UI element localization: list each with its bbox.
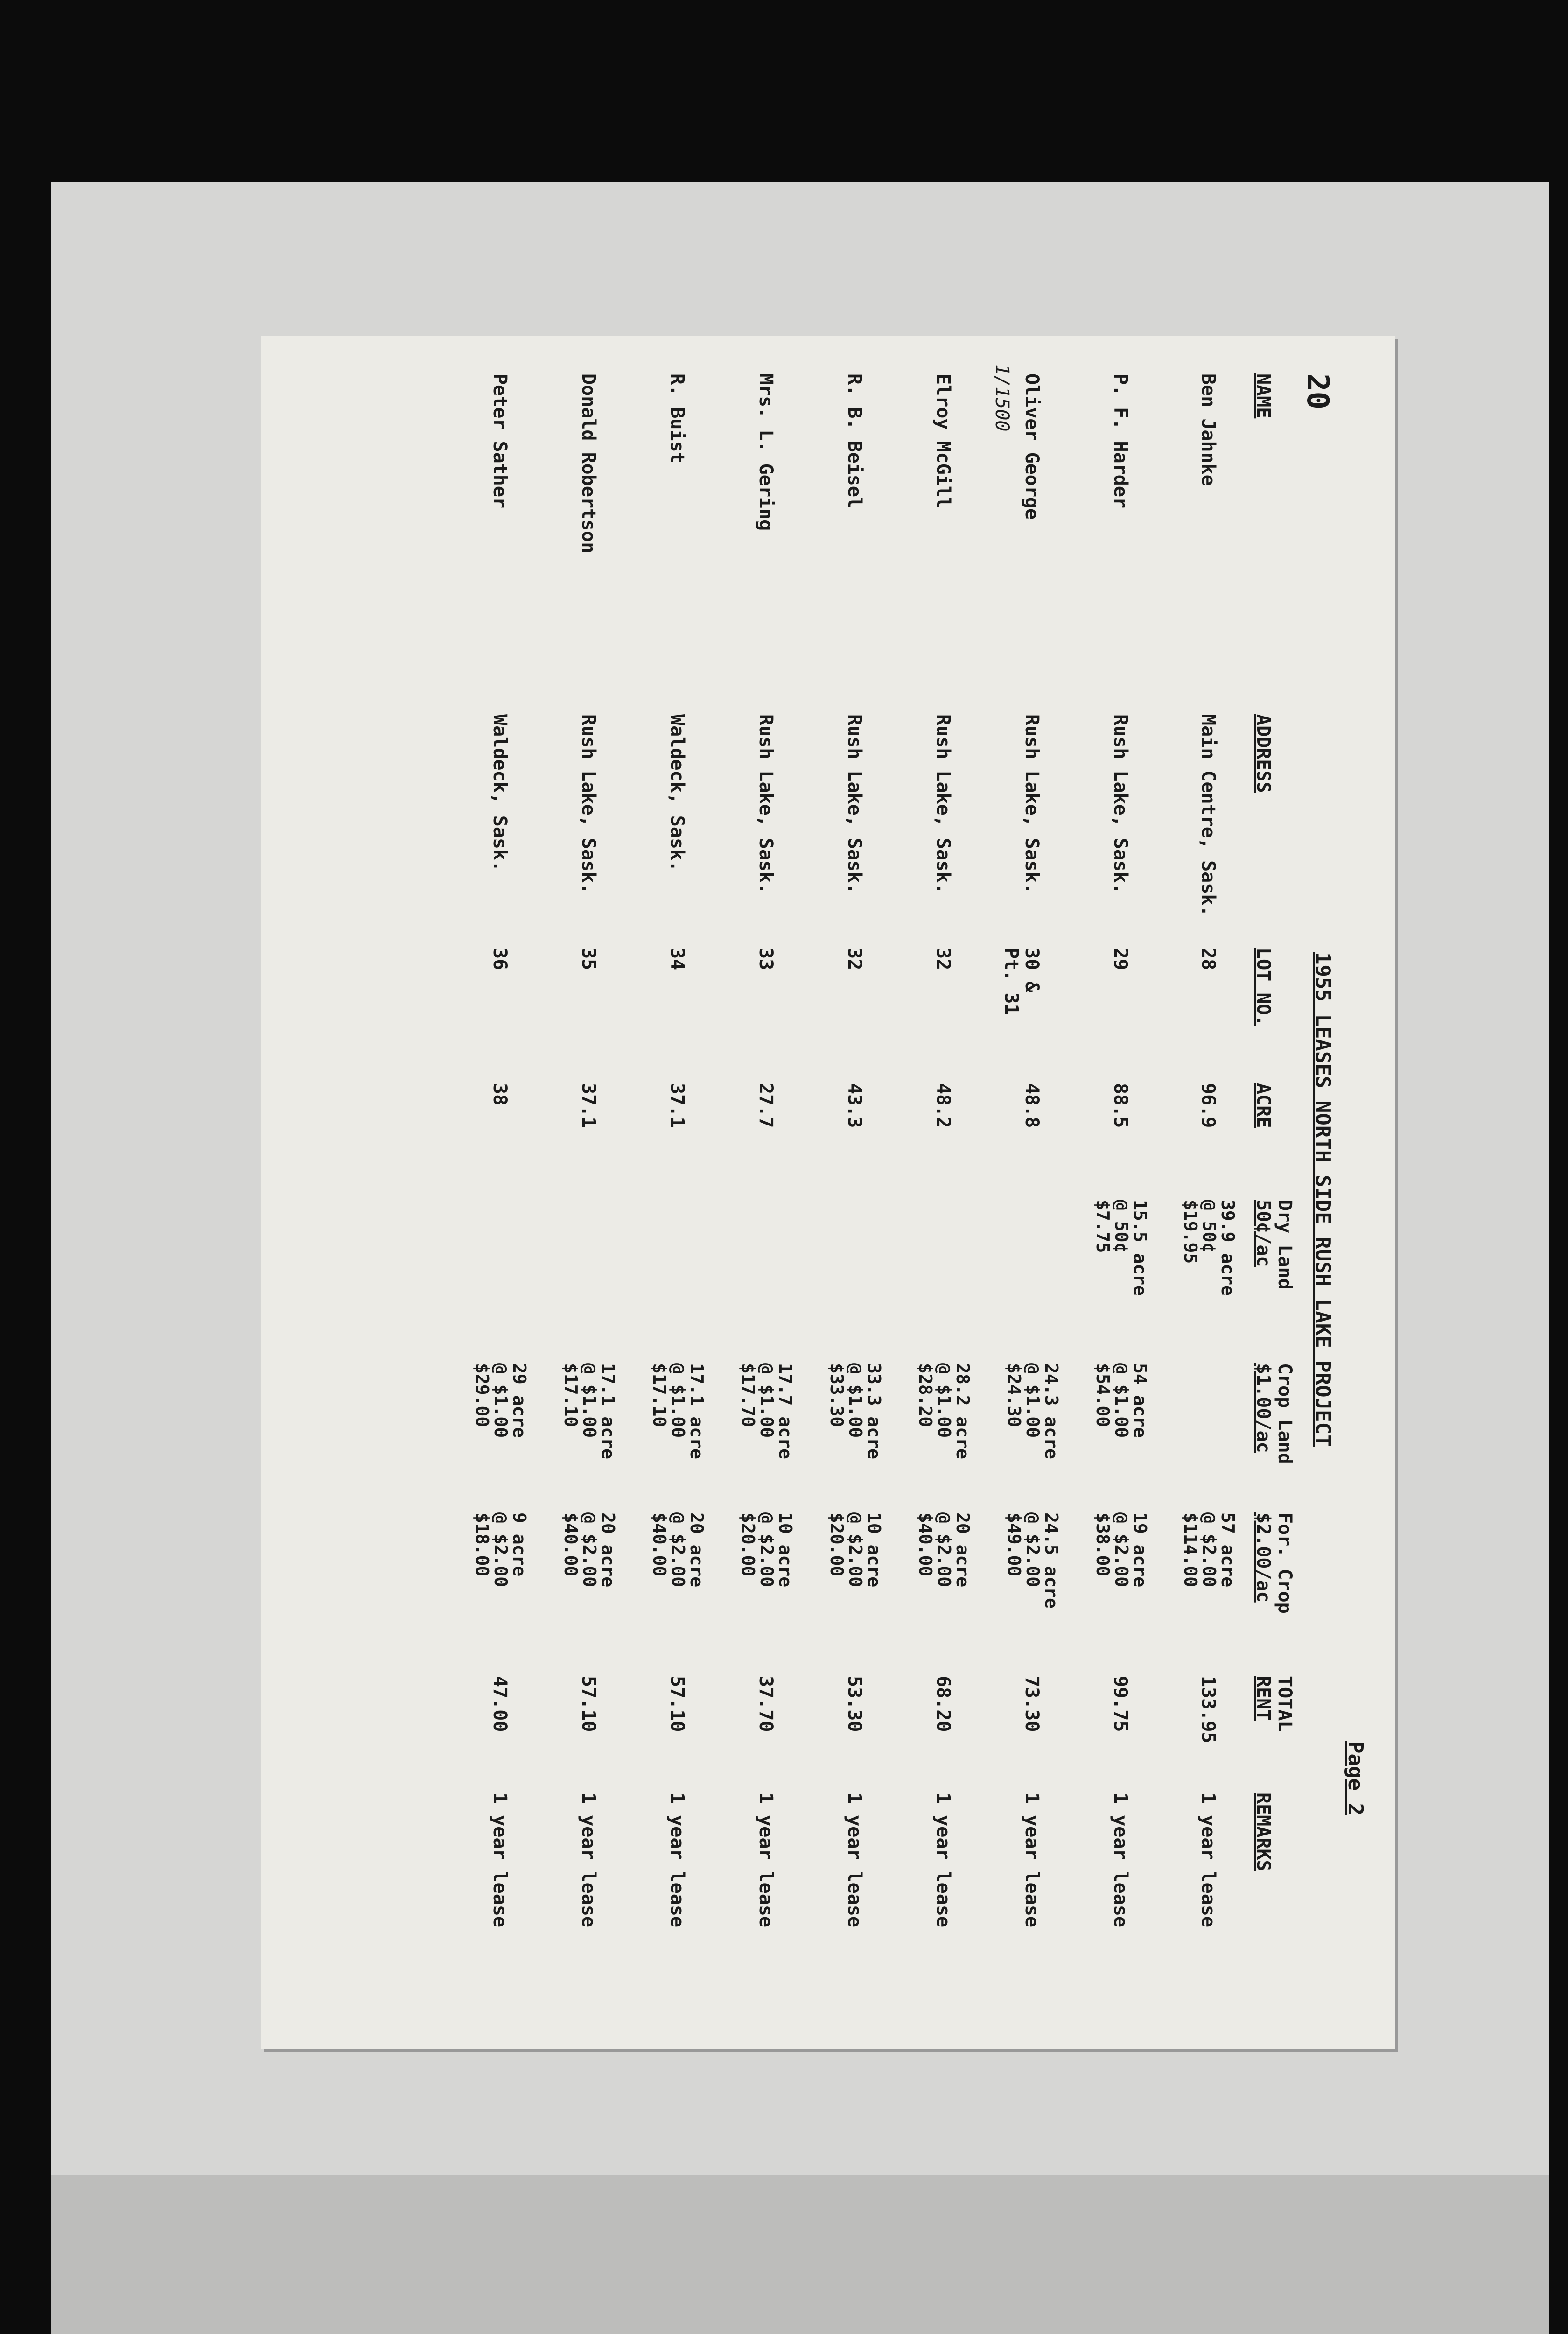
- header-for-crop: For. Crop: [1274, 1512, 1295, 1614]
- row-remarks: 1 year lease: [844, 1793, 865, 1927]
- row-for-crop: $49.00: [1004, 1512, 1024, 1577]
- row-total-rent: 37.70: [755, 1676, 777, 1732]
- header-dry-land-rate: 50¢/ac: [1253, 1200, 1274, 1267]
- row-lot: 28: [1197, 948, 1219, 970]
- row-acre: 43.3: [844, 1083, 865, 1128]
- row-crop-land: @ $1.00: [1111, 1363, 1132, 1438]
- row-crop-land: @ $1.00: [934, 1363, 954, 1438]
- row-for-crop: @ $2.00: [845, 1512, 866, 1588]
- header-total: TOTAL: [1274, 1676, 1295, 1732]
- row-for-crop: @ $2.00: [934, 1512, 954, 1588]
- row-crop-land: $29.00: [472, 1363, 492, 1427]
- row-dry-land: @ 50¢: [1111, 1200, 1132, 1253]
- row-for-crop: @ $2.00: [490, 1512, 511, 1588]
- row-crop-land: $28.20: [915, 1363, 936, 1427]
- row-for-crop: $38.00: [1092, 1512, 1113, 1577]
- row-for-crop: 20 acre: [598, 1512, 618, 1588]
- row-name: Oliver George: [1021, 373, 1043, 520]
- row-crop-land: 33.3 acre: [864, 1363, 884, 1459]
- row-lot: 32: [932, 948, 954, 970]
- header-name: NAME: [1253, 373, 1274, 419]
- row-total-rent: 133.95: [1197, 1676, 1219, 1743]
- row-crop-land: 24.3 acre: [1041, 1363, 1062, 1459]
- document-sheet: [261, 336, 1395, 2049]
- row-remarks: 1 year lease: [1021, 1793, 1043, 1927]
- row-for-crop: @ $2.00: [1111, 1512, 1132, 1588]
- row-lot: 29: [1110, 948, 1131, 970]
- row-crop-land: 28.2 acre: [952, 1363, 973, 1459]
- row-crop-land: 17.1 acre: [686, 1363, 707, 1459]
- row-crop-land: 29 acre: [509, 1363, 530, 1438]
- header-dry-land: Dry Land: [1274, 1200, 1295, 1290]
- header-address: ADDRESS: [1253, 714, 1274, 793]
- row-lot: 36: [489, 948, 511, 970]
- row-for-crop: $20.00: [826, 1512, 847, 1577]
- row-remarks: 1 year lease: [578, 1793, 599, 1927]
- row-for-crop: 10 acre: [775, 1512, 796, 1588]
- row-for-crop: 19 acre: [1130, 1512, 1150, 1588]
- row-lot: 30 &: [1021, 948, 1043, 993]
- board-stripe: [51, 2175, 1549, 2334]
- row-for-crop: 10 acre: [864, 1512, 884, 1588]
- row-lot: 32: [844, 948, 865, 970]
- header-lot: LOT NO.: [1253, 948, 1274, 1026]
- row-acre: 88.5: [1110, 1083, 1131, 1128]
- row-total-rent: 99.75: [1110, 1676, 1131, 1732]
- row-remarks: 1 year lease: [755, 1793, 777, 1927]
- header-rent: RENT: [1253, 1676, 1274, 1721]
- row-crop-land: @ $1.00: [490, 1363, 511, 1438]
- row-name: R. B. Beisel: [844, 373, 865, 508]
- row-total-rent: 53.30: [844, 1676, 865, 1732]
- page-label: Page 2: [1344, 1741, 1367, 1815]
- row-for-crop: $40.00: [649, 1512, 670, 1577]
- row-for-crop: @ $2.00: [1022, 1512, 1043, 1588]
- row-for-crop: $20.00: [738, 1512, 758, 1577]
- row-for-crop: $40.00: [915, 1512, 936, 1577]
- row-crop-land: @ $1.00: [1022, 1363, 1043, 1438]
- row-total-rent: 47.00: [489, 1676, 511, 1732]
- row-address: Main Centre, Sask.: [1197, 714, 1219, 917]
- row-crop-land: @ $1.00: [579, 1363, 600, 1438]
- row-address: Rush Lake, Sask.: [1021, 714, 1043, 894]
- row-address: Rush Lake, Sask.: [578, 714, 599, 894]
- row-dry-land: $19.95: [1180, 1200, 1201, 1264]
- row-for-crop: $114.00: [1180, 1512, 1201, 1588]
- row-total-rent: 57.10: [666, 1676, 688, 1732]
- row-dry-land: 39.9 acre: [1218, 1200, 1238, 1296]
- row-for-crop: $40.00: [560, 1512, 581, 1577]
- row-address: Rush Lake, Sask.: [844, 714, 865, 894]
- row-lot: 35: [578, 948, 599, 970]
- header-crop-land: Crop Land: [1274, 1363, 1295, 1464]
- row-for-crop: @ $2.00: [1199, 1512, 1219, 1588]
- row-crop-land: $17.10: [649, 1363, 670, 1427]
- row-name: P. F. Harder: [1110, 373, 1131, 508]
- row-acre: 48.2: [932, 1083, 954, 1128]
- row-dry-land: 15.5 acre: [1130, 1200, 1150, 1296]
- row-remarks: 1 year lease: [1197, 1793, 1219, 1927]
- row-name: Mrs. L. Gering: [755, 373, 777, 531]
- row-lot-extra: Pt. 31: [1001, 948, 1022, 1015]
- header-acre: ACRE: [1253, 1083, 1274, 1128]
- row-name: R. Buist: [666, 373, 688, 464]
- row-name: Donald Robertson: [578, 373, 599, 554]
- row-for-crop: 9 acre: [509, 1512, 530, 1577]
- row-lot: 34: [666, 948, 688, 970]
- row-crop-land: $17.10: [560, 1363, 581, 1427]
- handwritten-note: 1/1500: [991, 364, 1013, 432]
- row-crop-land: $17.70: [738, 1363, 758, 1427]
- row-name: Elroy McGill: [932, 373, 954, 508]
- row-acre: 27.7: [755, 1083, 777, 1128]
- rotated-content: [261, 336, 1395, 2049]
- row-crop-land: @ $1.00: [756, 1363, 777, 1438]
- row-crop-land: 17.7 acre: [775, 1363, 796, 1459]
- row-for-crop: @ $2.00: [579, 1512, 600, 1588]
- row-dry-land: $7.75: [1092, 1200, 1113, 1253]
- row-address: Waldeck, Sask.: [489, 714, 511, 872]
- row-crop-land: 54 acre: [1130, 1363, 1150, 1438]
- row-address: Rush Lake, Sask.: [932, 714, 954, 894]
- row-crop-land: $33.30: [826, 1363, 847, 1427]
- row-total-rent: 68.20: [932, 1676, 954, 1732]
- row-crop-land: $24.30: [1004, 1363, 1024, 1427]
- page-number: 20: [1300, 373, 1335, 410]
- row-for-crop: @ $2.00: [756, 1512, 777, 1588]
- row-address: Waldeck, Sask.: [666, 714, 688, 872]
- header-crop-land-rate: $1.00/ac: [1253, 1363, 1274, 1453]
- row-remarks: 1 year lease: [1110, 1793, 1131, 1927]
- row-total-rent: 73.30: [1021, 1676, 1043, 1732]
- document-title: 1955 LEASES NORTH SIDE RUSH LAKE PROJECT: [1311, 952, 1335, 1447]
- row-dry-land: @ 50¢: [1199, 1200, 1219, 1253]
- row-name: Peter Sather: [489, 373, 511, 508]
- row-remarks: 1 year lease: [932, 1793, 954, 1927]
- row-remarks: 1 year lease: [666, 1793, 688, 1927]
- row-acre: 48.8: [1021, 1083, 1043, 1128]
- row-total-rent: 57.10: [578, 1676, 599, 1732]
- row-crop-land: $54.00: [1092, 1363, 1113, 1427]
- row-acre: 38: [489, 1083, 511, 1106]
- row-for-crop: @ $2.00: [668, 1512, 688, 1588]
- row-lot: 33: [755, 948, 777, 970]
- row-for-crop: 20 acre: [952, 1512, 973, 1588]
- row-acre: 37.1: [666, 1083, 688, 1128]
- row-for-crop: $18.00: [472, 1512, 492, 1577]
- row-crop-land: @ $1.00: [668, 1363, 688, 1438]
- row-remarks: 1 year lease: [489, 1793, 511, 1927]
- header-remarks: REMARKS: [1253, 1793, 1274, 1871]
- row-for-crop: 20 acre: [686, 1512, 707, 1588]
- row-address: Rush Lake, Sask.: [1110, 714, 1131, 894]
- row-for-crop: 24.5 acre: [1041, 1512, 1062, 1609]
- row-crop-land: 17.1 acre: [598, 1363, 618, 1459]
- row-acre: 37.1: [578, 1083, 599, 1128]
- row-crop-land: @ $1.00: [845, 1363, 866, 1438]
- row-for-crop: 57 acre: [1218, 1512, 1238, 1588]
- row-address: Rush Lake, Sask.: [755, 714, 777, 894]
- row-name: Ben Jahnke: [1197, 373, 1219, 486]
- header-for-crop-rate: $2.00/ac: [1253, 1512, 1274, 1603]
- row-acre: 96.9: [1197, 1083, 1219, 1128]
